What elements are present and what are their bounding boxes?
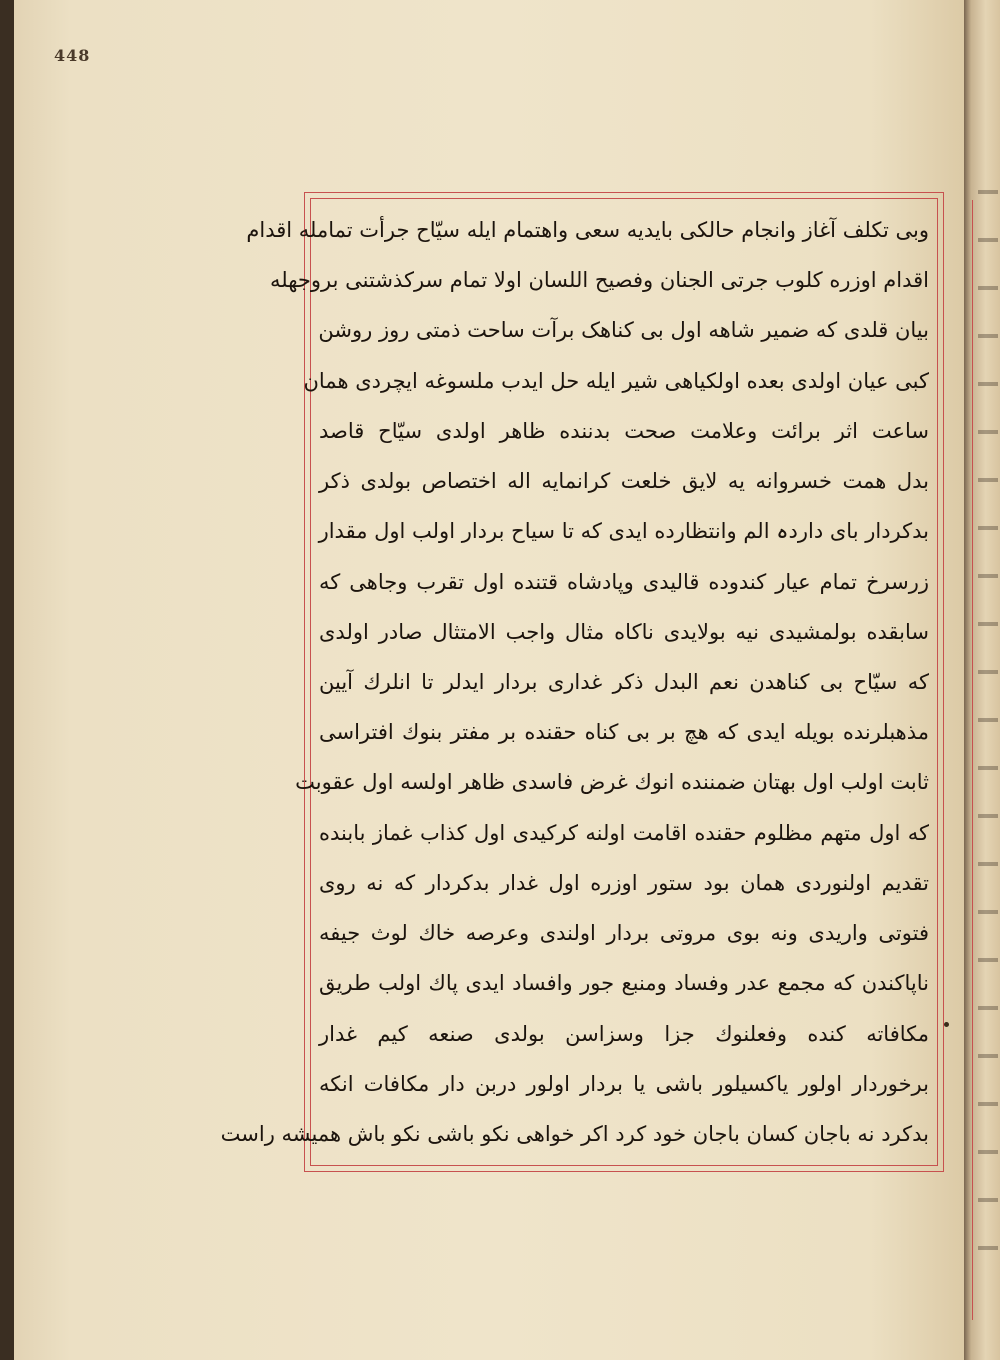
text-line: ثابت اولب اول بهتان ضمننده انوك غرض فاسدی ظاهر اولسه اول عقوبت bbox=[295, 770, 929, 795]
text-line: بدکرد نه باجان کسان باجان خود کرد اکر خواهی نکو باشی نکو باش همیشه راست bbox=[220, 1121, 929, 1146]
text-line: که اول متهم مظلوم حقنده اقامت اولنه کرکیدی اول کذاب غماز بابنده bbox=[319, 820, 929, 845]
text-frame bbox=[220, 192, 944, 1172]
text-line: مکافاته کنده وفعلنوك جزا وسزاسن بولدی صنعه کیم غدار bbox=[319, 1021, 929, 1046]
folio-number: 448 bbox=[54, 46, 91, 65]
text-line: وبی تکلف آغاز وانجام حالکی بایدیه سعی واهتمام ایله سیّاح جرأت تمامله اقدام bbox=[246, 218, 929, 242]
ink-dot bbox=[944, 1022, 949, 1027]
text-frame-inner-rule bbox=[220, 198, 938, 1166]
facing-page-text-fragments bbox=[978, 160, 998, 1260]
text-line: ساعت اثر برائت وعلامت صحت بدننده ظاهر اولدی سیّاح قاصد bbox=[319, 418, 929, 443]
text-line: سابقده بولمشیدی نیه بولایدی ناکاه مثال واجب الامتثال صادر اولدی bbox=[319, 619, 929, 644]
text-line: اقدام اوزره کلوب جرتی الجنان وفصیح اللسان اولا تمام سرکذشتنی بروجهله bbox=[270, 268, 929, 293]
text-line: زرسرخ تمام عیار کندوده قالیدی وپادشاه قتنده اول تقرب وجاهی که bbox=[319, 569, 929, 594]
text-line: بیان قلدی که ضمیر شاهه اول بی کناهک برآت ساحت ذمتی روز روشن bbox=[318, 318, 929, 343]
text-line: تقدیم اولنوردی همان بود ستور اوزره اول غدار بدکردار که نه روی bbox=[319, 870, 929, 895]
text-line: مذهبلرنده بویله ایدی که هچ بر بی کناه حقنده بر مفتر بنوك افتراسی bbox=[319, 720, 929, 745]
facing-page-rule bbox=[972, 200, 976, 1320]
text-line: برخوردار اولور یاکسیلور باشی یا بردار اولور دربن دار مکافات انکه bbox=[319, 1071, 929, 1096]
text-line: بدل همت خسروانه یه لایق خلعت کرانمایه اله اختصاص بولدی ذکر bbox=[319, 469, 929, 494]
text-line: ناپاکندن که مجمع عدر وفساد ومنبع جور وافساد ایدی پاك اولب طریق bbox=[319, 971, 929, 996]
manuscript-page bbox=[14, 0, 965, 1360]
text-line: فتوتی واریدی ونه بوی مروتی بردار اولندی وعرصه خاك لوث جیفه bbox=[319, 921, 929, 946]
text-line: کبی عیان اولدی بعده اولکیاهی شیر ایله حل ایدب ملسوغه ایچردی همان bbox=[303, 368, 929, 393]
facing-page-edge bbox=[964, 0, 1000, 1360]
text-line: که سیّاح بی کناهدن نعم البدل ذکر غداری بردار ایدلر تا انلرك آیین bbox=[319, 669, 929, 694]
text-block bbox=[220, 209, 929, 1155]
text-line: بدکردار بای داردہ الم وانتظارده ایدی که تا سیاح بردار اولب اول مقدار bbox=[318, 519, 929, 544]
